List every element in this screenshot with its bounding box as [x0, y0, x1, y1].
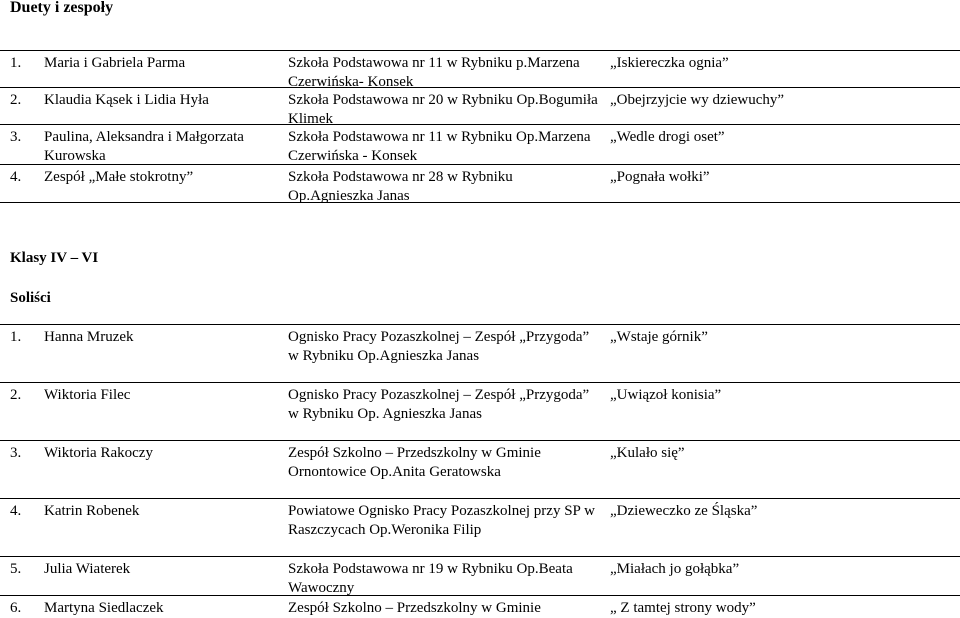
table-row	[0, 596, 960, 618]
row-number: 3.	[10, 129, 22, 145]
section-heading-klasy: Klasy IV – VI	[10, 250, 99, 266]
section-heading-duety: Duety i zespoły	[10, 0, 114, 16]
school-teacher: Zespół Szkolno – Przedszkolny w Gminie	[288, 600, 541, 616]
song-title: „Obejrzyjcie wy dziewuchy”	[610, 92, 785, 108]
duety-table	[0, 50, 960, 203]
row-number: 4.	[10, 169, 22, 185]
row-number: 1.	[10, 329, 22, 345]
table-row	[0, 165, 960, 203]
school-teacher: Powiatowe Ognisko Pracy Pozaszkolnej przy SP w Raszczycach Op.Weronika Filip	[288, 503, 595, 538]
song-title: „Iskiereczka ognia”	[610, 55, 729, 71]
performer-name: Julia Wiaterek	[44, 561, 131, 577]
table-row	[0, 125, 960, 165]
table-row	[0, 325, 960, 383]
song-title: „Miałach jo gołąbka”	[610, 561, 740, 577]
song-title: „Uwiązoł konisia”	[610, 387, 722, 403]
song-title: „ Z tamtej strony wody”	[610, 600, 756, 616]
school-teacher: Ognisko Pracy Pozaszkolnej – Zespół „Przygoda” w Rybniku Op. Agnieszka Janas	[288, 387, 590, 422]
row-number: 1.	[10, 55, 22, 71]
school-teacher: Szkoła Podstawowa nr 11 w Rybniku p.Marzena Czerwińska- Konsek	[288, 55, 580, 90]
table-row	[0, 557, 960, 596]
row-number: 4.	[10, 503, 22, 519]
school-teacher: Szkoła Podstawowa nr 20 w Rybniku Op.Bogumiła Klimek	[288, 92, 598, 127]
section-heading-solisci: Soliści	[10, 290, 51, 306]
performer-name: Klaudia Kąsek i Lidia Hyła	[44, 92, 209, 108]
school-teacher: Ognisko Pracy Pozaszkolnej – Zespół „Przygoda” w Rybniku Op.Agnieszka Janas	[288, 329, 590, 364]
row-number: 3.	[10, 445, 22, 461]
song-title: „Dzieweczko ze Śląska”	[610, 503, 758, 519]
school-teacher: Zespół Szkolno – Przedszkolny w Gminie Ornontowice Op.Anita Geratowska	[288, 445, 541, 480]
performer-name: Martyna Siedlaczek	[44, 600, 164, 616]
table-row	[0, 499, 960, 557]
table-row	[0, 51, 960, 88]
performer-name: Maria i Gabriela Parma	[44, 55, 186, 71]
performer-name: Paulina, Aleksandra i Małgorzata Kurowska	[44, 129, 244, 164]
performer-name: Katrin Robenek	[44, 503, 140, 519]
school-teacher: Szkoła Podstawowa nr 11 w Rybniku Op.Marzena Czerwińska - Konsek	[288, 129, 591, 164]
performer-name: Zespół „Małe stokrotny”	[44, 169, 194, 185]
performer-name: Wiktoria Rakoczy	[44, 445, 153, 461]
row-number: 2.	[10, 92, 22, 108]
song-title: „Kulało się”	[610, 445, 685, 461]
song-title: „Pognała wołki”	[610, 169, 710, 185]
performer-name: Hanna Mruzek	[44, 329, 134, 345]
row-number: 5.	[10, 561, 22, 577]
song-title: „Wedle drogi oset”	[610, 129, 725, 145]
table-row	[0, 383, 960, 441]
school-teacher: Szkoła Podstawowa nr 19 w Rybniku Op.Beata Wawoczny	[288, 561, 573, 596]
table-row	[0, 441, 960, 499]
solisci-table	[0, 324, 960, 618]
song-title: „Wstaje górnik”	[610, 329, 708, 345]
row-number: 2.	[10, 387, 22, 403]
row-number: 6.	[10, 600, 22, 616]
school-teacher: Szkoła Podstawowa nr 28 w Rybniku Op.Agnieszka Janas	[288, 169, 513, 204]
performer-name: Wiktoria Filec	[44, 387, 131, 403]
table-row	[0, 88, 960, 125]
